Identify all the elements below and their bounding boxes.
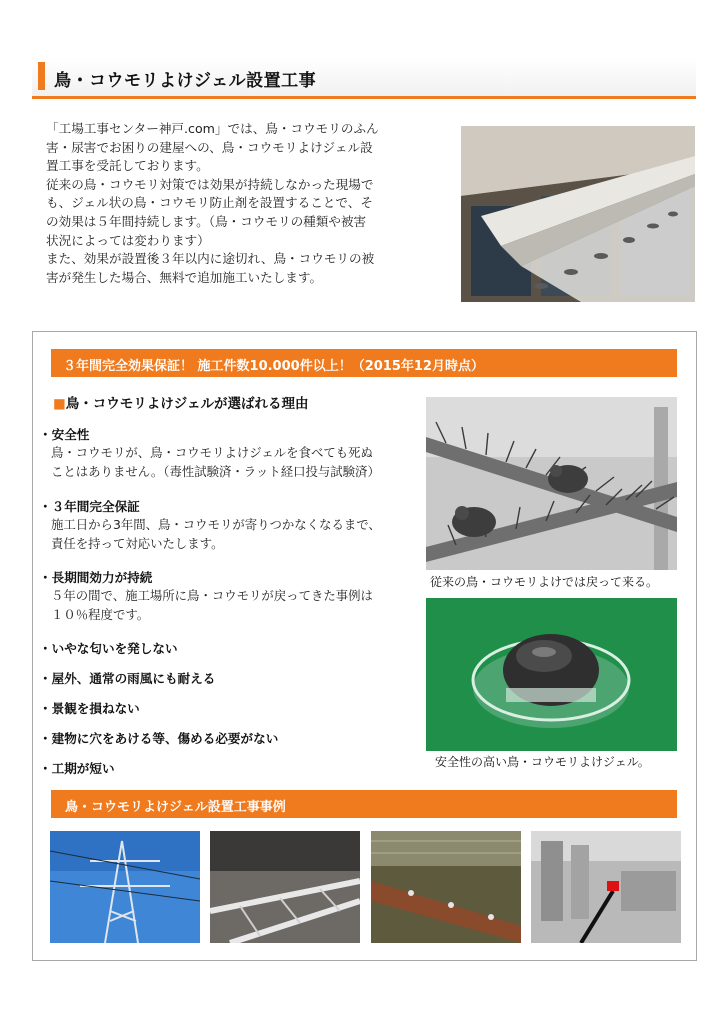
reason-item xyxy=(39,424,380,481)
reason-title: ・３年間完全保証 xyxy=(39,499,140,514)
bird-gel-dish-photo xyxy=(426,598,677,751)
cases-banner xyxy=(51,790,677,818)
reason-desc: 責任を持って対応いたします。 xyxy=(51,536,224,551)
intro-line: 状況によっては変わります） xyxy=(46,232,210,248)
intro-line: 従来の鳥・コウモリ対策では効果が持続しなかった現場で xyxy=(46,176,374,192)
reason-title: ・屋外、通常の雨風にも耐える xyxy=(39,671,216,686)
reason-desc: １０％程度です。 xyxy=(51,607,150,622)
case-photo-building-install xyxy=(531,831,681,943)
reason-title: ・工期が短い xyxy=(39,761,115,776)
gel-caption: 安全性の高い鳥・コウモリよけジェル。 xyxy=(435,755,650,769)
reason-item xyxy=(39,668,215,687)
case-photo-pylon xyxy=(50,831,200,943)
page-title: 鳥・コウモリよけジェル設置工事 xyxy=(54,71,317,91)
intro-line: も、ジェル状の鳥・コウモリ防止剤を設置することで、そ xyxy=(46,195,373,211)
reason-title: ・景観を損ねない xyxy=(39,701,140,716)
reason-item xyxy=(39,638,178,657)
intro-text xyxy=(46,120,416,287)
reason-desc: ことはありません。（毒性試験済・ラット経口投与試験済） xyxy=(51,464,380,479)
intro-line: の効果は５年間持続します。（鳥・コウモリの種類や被害 xyxy=(46,213,367,229)
spikes-with-birds-photo xyxy=(426,397,677,570)
case-photo-factory-beam xyxy=(371,831,521,943)
orange-square-bullet: ■ xyxy=(53,396,66,412)
reasons-heading-text: 鳥・コウモリよけジェルが選ばれる理由 xyxy=(65,396,309,412)
intro-line: 「工場工事センター神戸.com」では、鳥・コウモリのふん xyxy=(46,121,379,136)
intro-line: 置工事を受託しております。 xyxy=(46,158,209,174)
eave-gel-photo xyxy=(461,126,695,302)
spikes-caption: 従来の鳥・コウモリよけでは戻って来る。 xyxy=(430,575,659,589)
title-accent-mark xyxy=(38,62,45,90)
page-title-bar xyxy=(32,58,696,99)
reason-item xyxy=(39,698,140,717)
reason-title: ・長期間効力が持続 xyxy=(39,570,153,585)
guarantee-banner xyxy=(51,349,677,377)
guarantee-banner-text: ３年間完全効果保証！ 施工件数10.000件以上！（2015年12月時点） xyxy=(63,359,484,374)
intro-line: 害が発生した場合、無料で追加施工いたします。 xyxy=(46,269,323,285)
reason-desc: 施工日から3年間、鳥・コウモリが寄りつかなくなるまで、 xyxy=(51,517,381,532)
case-photo-steel-frame xyxy=(210,831,360,943)
reasons-heading xyxy=(53,392,309,412)
reason-item xyxy=(39,758,115,777)
guarantee-box xyxy=(32,331,697,961)
reason-item xyxy=(39,567,373,624)
reason-title: ・建物に穴をあける等、傷める必要がない xyxy=(39,731,279,746)
reason-title: ・安全性 xyxy=(39,427,90,442)
reason-item xyxy=(39,496,381,553)
reason-desc: ５年の間で、施工場所に鳥・コウモリが戻ってきた事例は xyxy=(51,588,373,603)
intro-line: 害・尿害でお困りの建屋への、鳥・コウモリよけジェル設 xyxy=(46,139,373,155)
reason-title: ・いやな匂いを発しない xyxy=(39,641,178,656)
reason-item xyxy=(39,728,278,747)
cases-banner-text: 鳥・コウモリよけジェル設置工事事例 xyxy=(65,800,286,815)
reason-desc: 鳥・コウモリが、鳥・コウモリよけジェルを食べても死ぬ xyxy=(51,445,373,460)
intro-line: また、効果が設置後３年以内に途切れ、鳥・コウモリの被 xyxy=(46,251,375,267)
